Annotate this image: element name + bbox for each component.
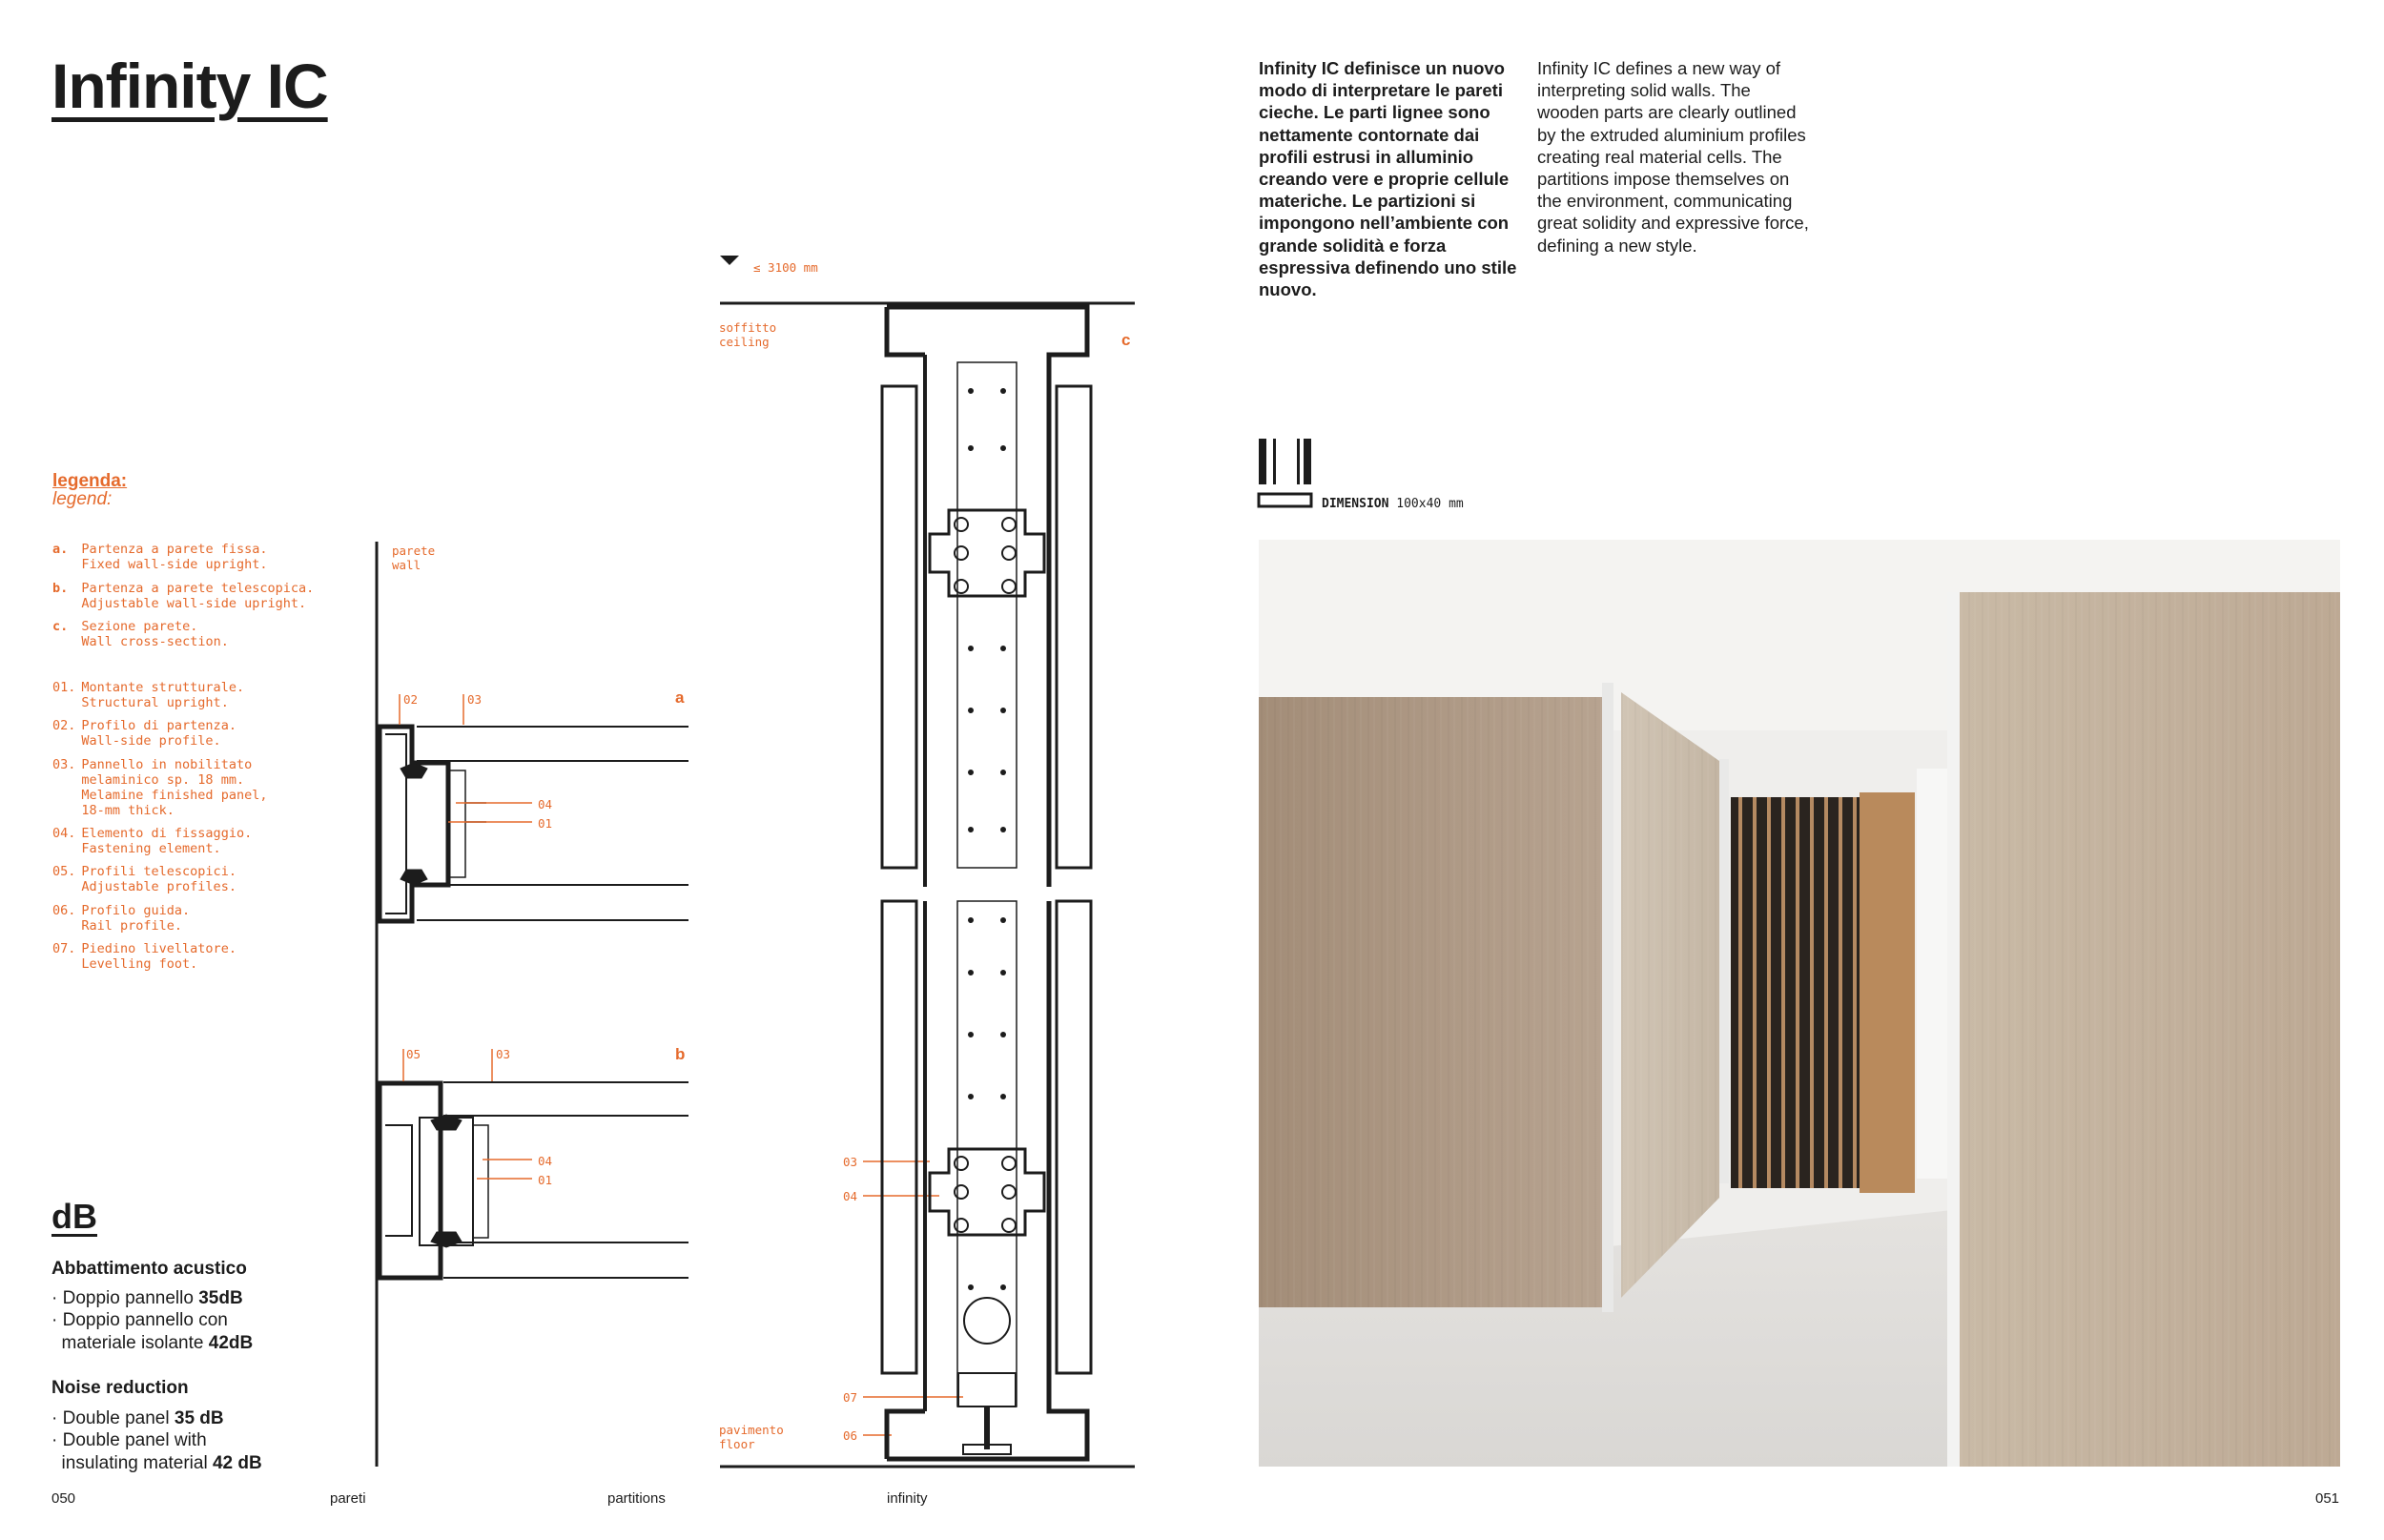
dimension-caption: DIMENSION 100x40 mm	[1322, 497, 1464, 511]
height-limit: ≤ 3100 mm	[753, 260, 818, 275]
callout-a-04: 04	[538, 797, 553, 811]
legend-letter-item: c. Sezione parete. Wall cross-section.	[52, 619, 229, 649]
db-heading: dB	[51, 1197, 97, 1236]
acoustic-item-en-1: · Double panel 35 dB	[51, 1408, 224, 1428]
description-it: Infinity IC definisce un nuovo modo di interpretare le pareti cieche. Le parti lignee sono nettamente contornate dai profili estrusi in alluminio creando vere e proprie cellule materiche. Le partizioni si impongono nell’ambiente con grande solidità e forza espressiva definendo uno stile nuovo.	[1259, 58, 1517, 300]
acoustic-item-it-2: · Doppio pannello con materiale isolante 42dB	[51, 1310, 254, 1353]
callout-a-01: 01	[538, 816, 553, 831]
footer-page-left: 050	[51, 1490, 76, 1507]
detail-c-letter: c	[1121, 331, 1131, 349]
interior-photo	[1259, 540, 2340, 1467]
detail-b-section	[380, 1082, 688, 1278]
footer-section-it: pareti	[330, 1490, 366, 1507]
description-en: Infinity IC defines a new way of interpreting solid walls. The wooden parts are clearly outlined by the extruded aluminium profiles creating real material cells. The partitions impose themselves on the environment, communicating great solidity and expressive force, defining a new style.	[1537, 58, 1809, 256]
legend-number-item: 07. Piedino livellatore. Levelling foot.	[52, 941, 236, 972]
callout-a-02: 02	[403, 692, 419, 707]
wall-label: parete wall	[392, 544, 436, 572]
callout-c-06: 06	[843, 1428, 858, 1443]
legend-number-item: 05. Profili telescopici. Adjustable profiles.	[52, 864, 236, 894]
callout-a-03: 03	[467, 692, 483, 707]
height-marker-icon	[720, 256, 739, 265]
legend-heading-it: legenda:	[52, 471, 128, 491]
callout-leaders	[400, 694, 963, 1435]
legend-letter-item: b. Partenza a parete telescopica. Adjustable wall-side upright.	[52, 581, 315, 611]
callout-c-03: 03	[843, 1155, 858, 1169]
callout-b-05: 05	[406, 1047, 421, 1061]
floor-label: pavimento floor	[719, 1423, 784, 1451]
detail-c-section	[720, 256, 1135, 1467]
footer-section-en: partitions	[607, 1490, 666, 1507]
legend-number-item: 04. Elemento di fissaggio. Fastening element.	[52, 826, 253, 856]
footer-product: infinity	[887, 1490, 928, 1507]
legend-letter-item: a. Partenza a parete fissa. Fixed wall-side upright.	[52, 542, 268, 572]
profile-dimension-icon	[1259, 439, 1311, 506]
callout-b-04: 04	[538, 1154, 553, 1168]
legend-number-item: 02. Profilo di partenza. Wall-side profile.	[52, 718, 236, 749]
acoustic-heading-en: Noise reduction	[51, 1378, 189, 1398]
ceiling-label: soffitto ceiling	[719, 320, 777, 349]
callout-b-03: 03	[496, 1047, 511, 1061]
detail-a-letter: a	[675, 688, 685, 707]
callout-c-07: 07	[843, 1390, 858, 1405]
callout-b-01: 01	[538, 1173, 553, 1187]
footer-page-right: 051	[2315, 1490, 2340, 1507]
acoustic-heading-it: Abbattimento acustico	[51, 1259, 247, 1279]
acoustic-item-it-1: · Doppio pannello 35dB	[51, 1288, 243, 1308]
legend-number-item: 01. Montante strutturale. Structural upright.	[52, 680, 245, 710]
legend-number-item: 06. Profilo guida. Rail profile.	[52, 903, 191, 934]
legend-number-item: 03. Pannello in nobilitato melaminico sp. 18 mm. Melamine finished panel, 18-mm thick.	[52, 757, 268, 818]
page-title: Infinity IC	[51, 51, 328, 121]
legend-heading-en: legend:	[52, 489, 113, 509]
interior-photo-illustration	[1259, 540, 2340, 1467]
detail-b-letter: b	[675, 1045, 686, 1063]
detail-a-section	[380, 727, 688, 921]
acoustic-item-en-2: · Double panel with insulating material 42 dB	[51, 1430, 262, 1473]
callout-c-04: 04	[843, 1189, 858, 1203]
